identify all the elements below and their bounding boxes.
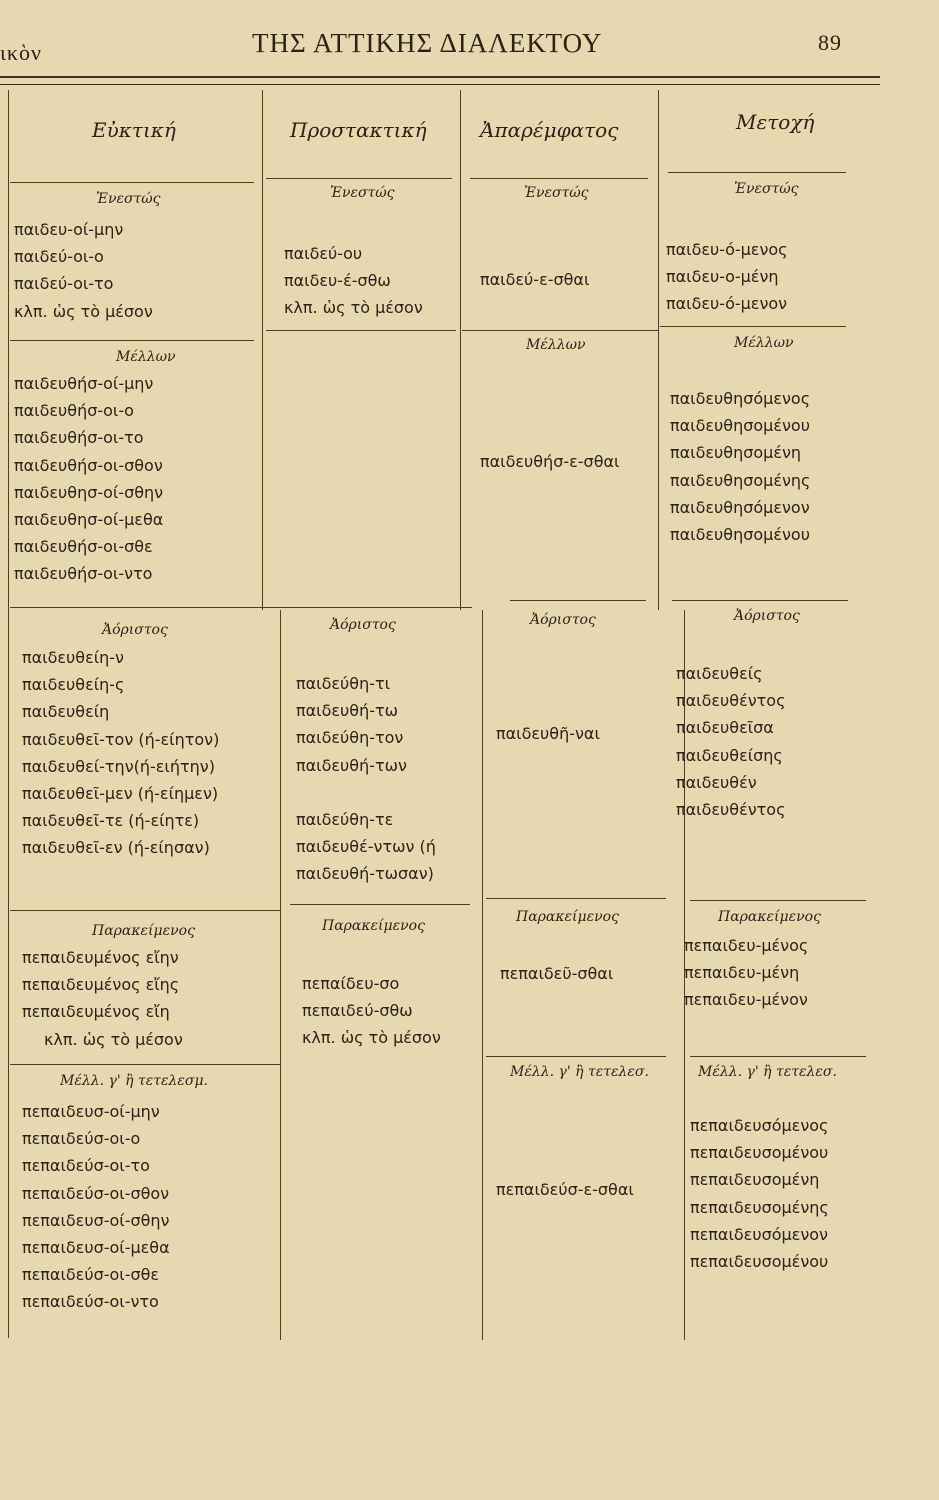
column-head-participle: Μετοχή [736,110,815,134]
optative-aorist-forms [22,644,219,862]
rule [266,330,456,331]
form-line: πεπαιδευσομένης [690,1197,829,1217]
optative-aorist-label: Ἀόριστος [102,622,168,638]
optative-future-perfect-forms [22,1098,170,1316]
form-line: κλπ. ὡς τὸ μέσον [284,298,423,318]
table-border-left [8,90,9,1338]
form-line: παιδευ-οί-μην [14,220,124,239]
rule [10,340,254,341]
form-line: πεπαιδευμένος εἴης [22,975,180,995]
form-line: παιδευθεῖσα [676,718,774,738]
form-line: παιδευθήσ-οι-το [14,428,144,448]
form-line: πεπαιδευσ-οί-μεθα [22,1237,170,1257]
form-line: πεπαιδεύσ-οι-ντο [22,1292,159,1312]
form-line: παιδευθέντος [676,691,786,711]
participle-future-label: Μέλλων [734,335,794,351]
form-line: πεπαιδευμένος εἴην [22,948,179,967]
form-line: παιδεύθη-τι [296,674,391,693]
form-line: παιδευθή-τω [296,701,399,721]
form-line: παιδευθέν [676,772,757,792]
form-line: παιδευθεῖ-τον (ή-είητον) [22,729,220,749]
imperative-present-label: Ἐνεστώς [330,185,395,201]
running-head-left: ικὸν [0,40,42,65]
form-line: πεπαιδευ-μένη [684,963,800,983]
optative-future-perfect-label: Μέλλ. γ' ἢ τετελεσμ. [60,1073,209,1089]
form-line: παιδευθεῖ-εν (ή-είησαν) [22,838,210,858]
rule [10,910,280,911]
form-line: πεπαιδεύσ-οι-το [22,1156,150,1176]
optative-present-forms [14,216,153,325]
form-line: πεπαιδευμένος εἴη [22,1002,170,1022]
participle-present-label: Ἐνεστώς [734,181,799,197]
form-line: πεπαιδεύσ-οι-σθον [22,1183,170,1203]
form-line: παιδευθή-των [296,755,407,775]
form-line: παιδευθησ-οί-μεθα [14,509,164,529]
infinitive-future-perfect-form: πεπαιδεύσ-ε-σθαι [496,1180,634,1199]
infinitive-perfect-label: Παρακείμενος [516,909,619,925]
form-line: παιδευ-ο-μένη [666,267,779,287]
rule [470,178,648,179]
rule [462,330,658,331]
form-line: παιδευθήσ-οί-μην [14,374,154,393]
form-line: παιδευθεῖ-τε (ή-είητε) [22,811,200,831]
form-line: παιδευθησομένης [670,470,811,490]
form-line: παιδευθησομένη [670,443,802,463]
form-line: παιδευθέντος [676,799,786,819]
form-line: παιδευθησ-οί-σθην [14,482,164,502]
form-line: κλπ. ὡς τὸ μέσον [14,301,153,321]
rule [10,607,472,608]
form-line: παιδευθέ-ντων (ή [296,837,436,857]
form-line: παιδευθείη-ς [22,675,125,695]
form-line: παιδευθησόμενος [670,389,811,408]
rule [690,900,866,901]
column-divider-3 [658,90,659,610]
form-line: παιδευθείς [676,664,763,683]
form-line: κλπ. ὡς τὸ μέσον [302,1028,441,1048]
header-rule [0,76,880,78]
imperative-present-forms [284,240,423,322]
infinitive-aorist-label: Ἀόριστος [530,612,596,628]
form-line: πεπαιδευσ-οί-μην [22,1102,160,1121]
form-line: παιδευθήσ-οι-ο [14,401,134,421]
form-line: παιδεύ-οι-ο [14,247,104,267]
form-line: παιδεύ-ου [284,244,363,263]
form-line: παιδευθήσ-οι-σθον [14,455,163,475]
infinitive-present-form: παιδεύ-ε-σθαι [480,270,590,289]
column-head-imperative: Προστακτική [290,118,427,142]
page-title: ΤΗΣ ΑΤΤΙΚΗΣ ΔΙΑΛΕΚΤΟΥ [252,28,603,58]
column-divider-1-lower [280,610,281,1340]
form-line: παιδευθείη-ν [22,648,124,667]
form-line: πεπαιδευσόμενος [690,1116,829,1135]
participle-perfect-forms [684,932,808,1014]
rule [486,898,666,899]
rule [510,600,646,601]
infinitive-future-form: παιδευθήσ-ε-σθαι [480,452,620,471]
form-line: πεπαιδευ-μένον [684,990,808,1010]
form-line: πεπαιδευσομένου [690,1143,829,1163]
form-line: πεπαιδεύ-σθω [302,1001,413,1021]
form-line: παιδεύθη-τε [296,809,394,829]
optative-perfect-label: Παρακείμενος [92,923,195,939]
rule [290,904,470,905]
rule [10,1064,280,1065]
form-line: παιδεύ-οι-το [14,274,114,294]
form-line: παιδευθεί-την(ή-ειήτην) [22,756,215,776]
form-line: πεπαιδεύσ-οι-σθε [22,1265,160,1285]
form-line: παιδευθήσ-οι-σθε [14,537,153,557]
column-divider-1 [262,90,263,610]
form-line: πεπαιδευ-μένος [684,936,809,955]
participle-aorist-label: Ἀόριστος [734,608,800,624]
optative-future-forms [14,370,163,588]
form-line: παιδευθησομένου [670,524,810,544]
form-line: πεπαιδευσόμενον [690,1224,828,1244]
form-line: πεπαιδευσομένου [690,1251,829,1271]
form-line: παιδευθείσης [676,745,783,765]
form-line: παιδευ-ό-μενον [666,294,788,314]
rule [10,182,254,183]
rule [486,1056,666,1057]
form-line: παιδευθεῖ-μεν (ή-είημεν) [22,783,219,803]
rule [266,178,452,179]
form-line: πεπαίδευ-σο [302,974,400,993]
participle-perfect-label: Παρακείμενος [718,909,821,925]
form-line: παιδευθησόμενον [670,497,810,517]
form-line: παιδευθησομένου [670,416,810,436]
participle-present-forms [666,236,788,318]
form-line: παιδεύθη-τον [296,728,404,748]
form-line: κλπ. ὡς τὸ μέσον [44,1029,183,1049]
optative-perfect-forms [22,944,183,1053]
rule [668,172,846,173]
form-line: παιδευθήσ-οι-ντο [14,564,153,584]
imperative-aorist-forms [296,670,436,888]
infinitive-future-perfect-label: Μέλλ. γ' ἢ τετελεσ. [510,1064,649,1080]
form-line: παιδευ-ό-μενος [666,240,788,259]
form-line: παιδευ-έ-σθω [284,271,391,291]
infinitive-future-label: Μέλλων [526,337,586,353]
participle-future-perfect-label: Μέλλ. γ' ἢ τετελεσ. [698,1064,837,1080]
optative-present-label: Ἐνεστώς [96,191,161,207]
optative-future-label: Μέλλων [116,349,176,365]
rule [690,1056,866,1057]
header-rule-secondary [0,84,880,85]
participle-aorist-forms [676,660,785,823]
form-line: παιδευθείη [22,702,110,722]
participle-future-forms [670,385,810,548]
form-line: παιδευθή-τωσαν) [296,864,434,884]
rule [672,600,848,601]
rule [660,326,846,327]
form-line: πεπαιδευσ-οί-σθην [22,1210,170,1230]
column-divider-2-lower [482,610,483,1340]
imperative-perfect-forms [302,970,441,1052]
form-line: πεπαιδευσομένη [690,1170,820,1190]
form-line [296,779,436,806]
page-number: 89 [818,30,842,55]
imperative-aorist-label: Ἀόριστος [330,617,396,633]
column-divider-2 [460,90,461,610]
infinitive-aorist-form: παιδευθῆ-ναι [496,724,600,743]
infinitive-perfect-form: πεπαιδεῦ-σθαι [500,964,614,983]
participle-future-perfect-forms [690,1112,829,1275]
infinitive-present-label: Ἐνεστώς [524,185,589,201]
column-head-infinitive: Ἀπαρέμφατος [480,118,619,142]
imperative-perfect-label: Παρακείμενος [322,918,425,934]
column-head-optative: Εὐκτική [92,118,176,142]
form-line: πεπαιδεύσ-οι-ο [22,1129,141,1149]
